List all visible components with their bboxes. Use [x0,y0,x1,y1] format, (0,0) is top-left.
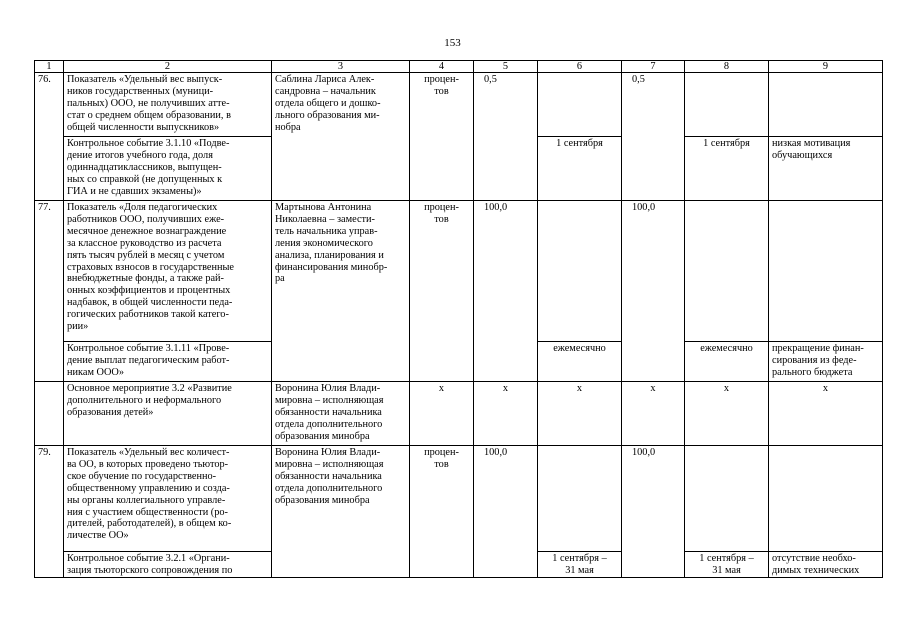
value-cell: 0,5 [622,73,685,201]
column-header: 2 [64,61,272,73]
activity-text: Основное мероприятие 3.2 «Развитие дополнительного и неформального образования детей» [64,382,272,446]
control-event-text: Контрольное событие 3.1.10 «Подве- дение итогов учебного года, доля одиннадцатиклассников, выпущен- ных со справкой (не допущенных к ГИА и не сдавших экзамены)» [64,137,272,201]
column-header: 1 [35,61,64,73]
column-header: 7 [622,61,685,73]
unit-cell: процен- тов [410,201,474,382]
value-cell: 100,0 [622,446,685,578]
empty-cell [538,201,622,342]
empty-cell [769,446,883,552]
control-event-text: Контрольное событие 3.2.1 «Органи- зация тьюторского сопровождения по [64,552,272,578]
control-event-text: Контрольное событие 3.1.11 «Прове- дение выплат педагогическим работ- никам ООО» [64,342,272,382]
table-row [35,446,883,552]
value-cell: х [769,382,883,446]
empty-cell [685,201,769,342]
indicator-text: Показатель «Удельный вес количест- ва ОО, в которых проведено тьютор- ское обучение по государственно- общественному управлению и созда- ны органы коллегиального управле- ния с участием общественности (ро- дителей, работодателей), в общем ко- личестве ОО» [64,446,272,552]
column-header: 9 [769,61,883,73]
date-cell: 1 сентября – 31 мая [685,552,769,578]
page-number: 153 [444,37,461,49]
date-cell: 1 сентября [685,137,769,201]
row-number: 77. [35,201,64,382]
value-cell: х [474,382,538,446]
date-cell: 1 сентября [538,137,622,201]
indicator-text: Показатель «Удельный вес выпуск- ников государственных (муници- пальных) ООО, не получивших атте- стат о среднем общем образовании, в общей численности выпускников» [64,73,272,137]
empty-cell [35,382,64,446]
empty-cell [538,73,622,137]
column-header: 3 [272,61,410,73]
value-cell: 100,0 [622,201,685,382]
column-header: 5 [474,61,538,73]
empty-cell [685,446,769,552]
responsible-person: Саблина Лариса Алек- сандровна – начальник отдела общего и дошко- льного образования ми- нобра [272,73,410,201]
value-cell: х [685,382,769,446]
indicator-text: Показатель «Доля педагогических работников ООО, получивших еже- месячное денежное вознаграждение за классное руководство из расчета пять тысяч рублей в месяц с учетом страховых взносов в государственные внебюджетные фонды, а также рай- онных коэффициентов и процентных надбавок, в общей численности педа- гогических работников такой катего- рии» [64,201,272,342]
value-cell: х [538,382,622,446]
value-cell: 0,5 [474,73,538,201]
empty-cell [538,446,622,552]
frequency-cell: ежемесячно [685,342,769,382]
column-header: 6 [538,61,622,73]
responsible-person: Воронина Юлия Влади- мировна – исполняющая обязанности начальника отдела дополнительного образования минобра [272,382,410,446]
column-header: 4 [410,61,474,73]
date-cell: 1 сентября – 31 мая [538,552,622,578]
table-row [35,201,883,342]
empty-cell [769,201,883,342]
value-cell: х [622,382,685,446]
value-cell: х [410,382,474,446]
empty-cell [769,73,883,137]
risk-cell: прекращение финан- сирования из феде- рального бюджета [769,342,883,382]
value-cell: 100,0 [474,201,538,382]
unit-cell: процен- тов [410,73,474,201]
unit-cell: процен- тов [410,446,474,578]
frequency-cell: ежемесячно [538,342,622,382]
header-row [35,61,883,73]
table-row [35,73,883,137]
row-number: 76. [35,73,64,201]
plan-table [34,60,883,578]
risk-cell: низкая мотивация обучающихся [769,137,883,201]
responsible-person: Воронина Юлия Влади- мировна – исполняющая обязанности начальника отдела дополнительного образования минобра [272,446,410,578]
row-number: 79. [35,446,64,578]
risk-cell: отсутствие необхо- димых технических [769,552,883,578]
value-cell: 100,0 [474,446,538,578]
table-row [35,382,883,446]
column-header: 8 [685,61,769,73]
responsible-person: Мартынова Антонина Николаевна – замести- тель начальника управ- ления экономического анализа, планирования и финансирования минобр- ра [272,201,410,382]
empty-cell [685,73,769,137]
